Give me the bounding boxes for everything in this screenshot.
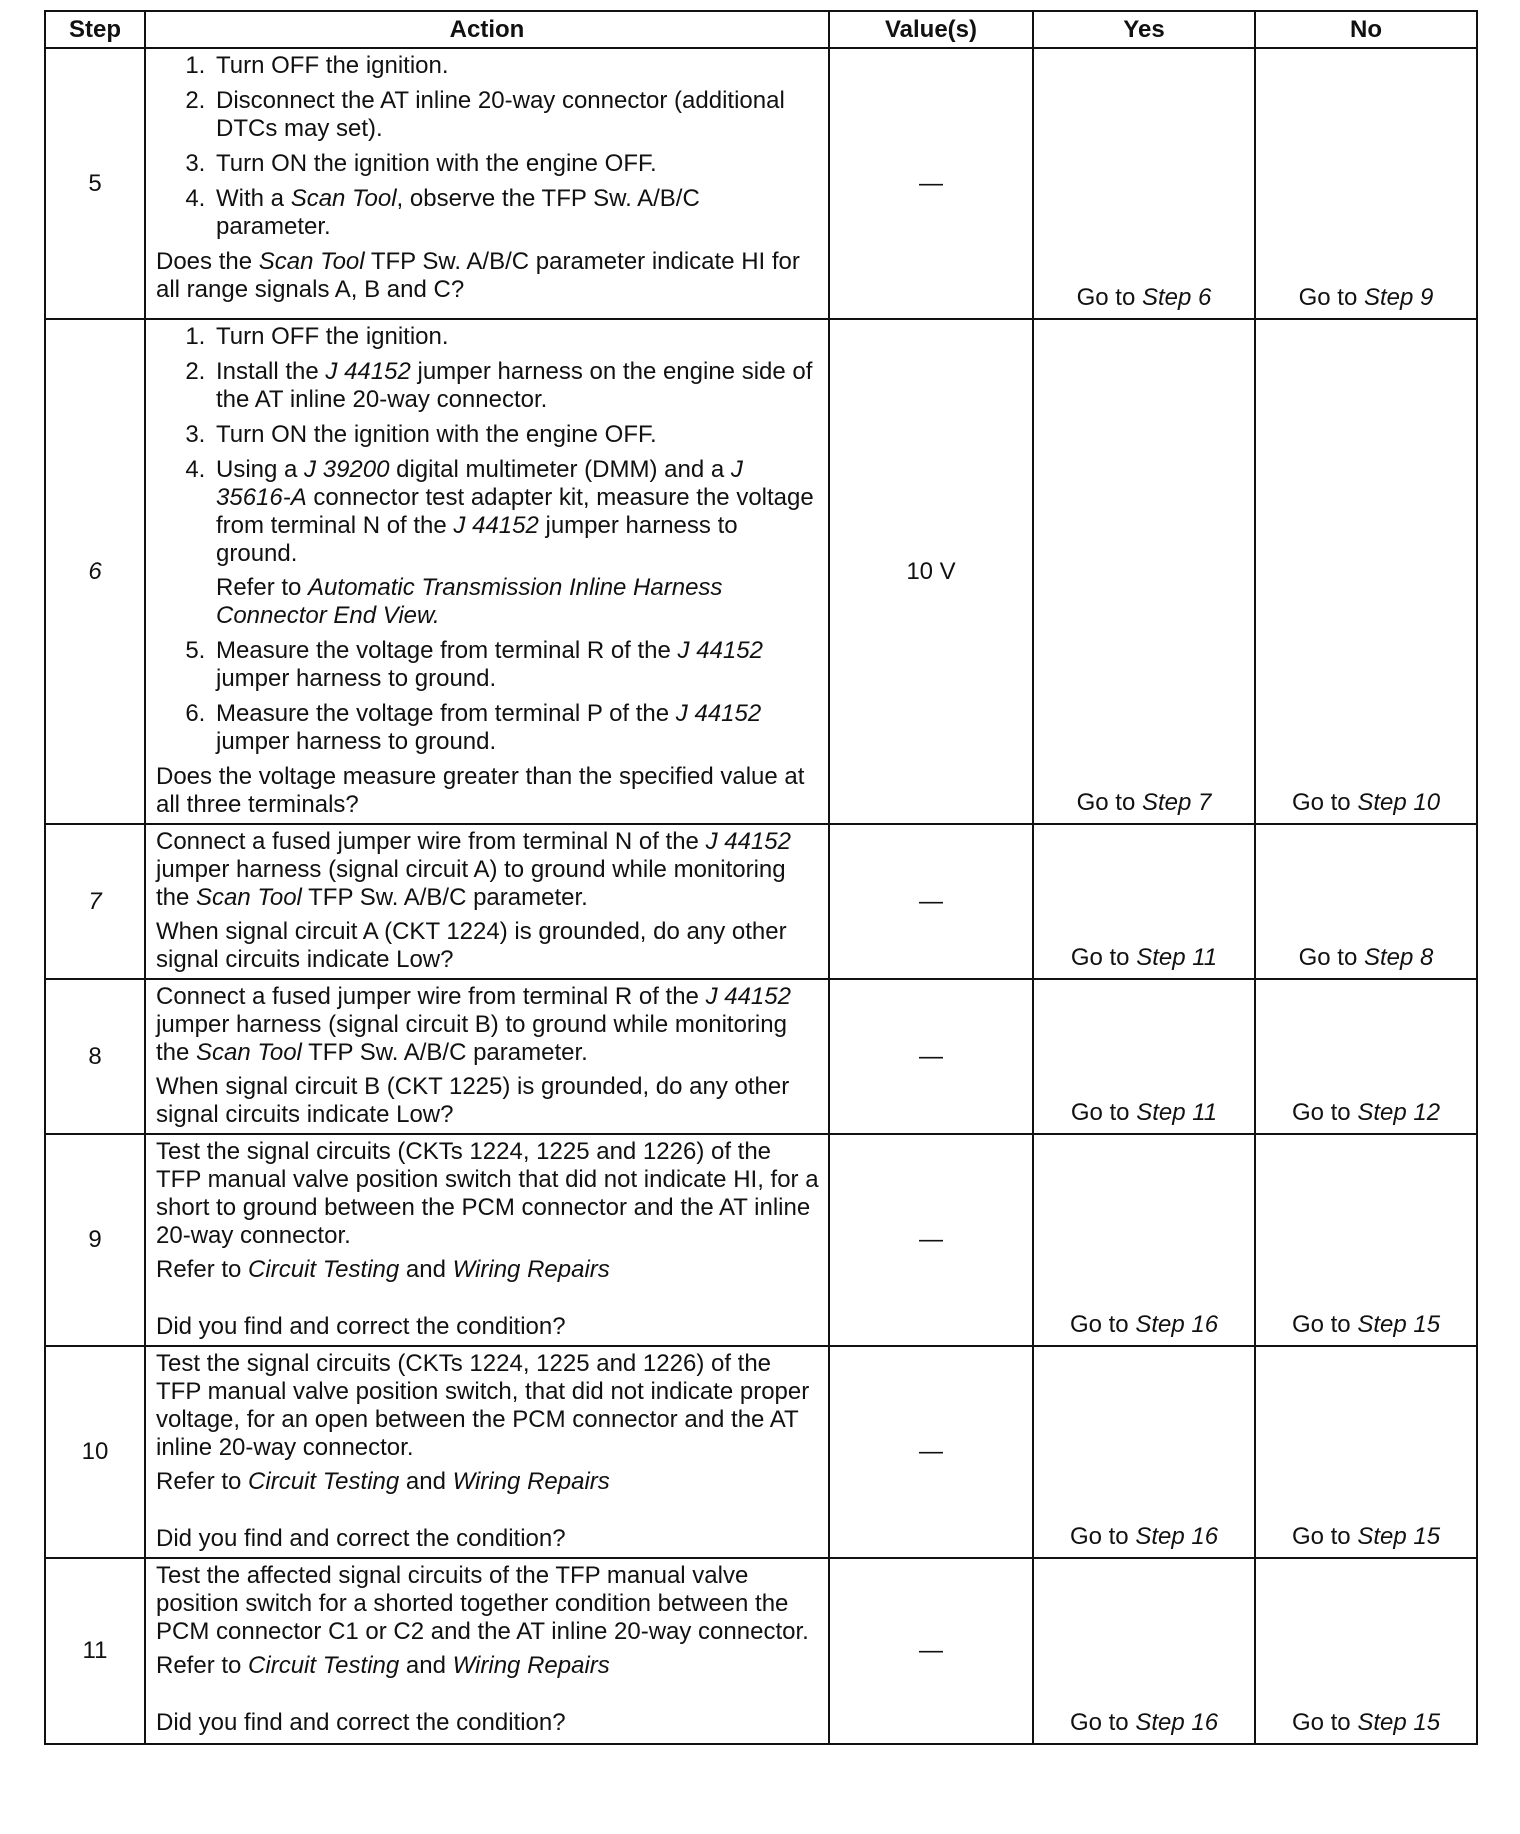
action-question: When signal circuit A (CKT 1224) is grounded, do any other signal circuits indicate Low? [156, 918, 787, 973]
header-yes: Yes [1033, 11, 1255, 48]
action-steps-list [156, 323, 820, 756]
header-step: Step [45, 11, 145, 48]
action-step: 4. Using a J 39200 digital multimeter (DMM) and a J 35616-A connector test adapter kit, measure the voltage from terminal N of the J 44152 jumper harness to ground. Refer to Automatic Transmission Inline Harness Connector End View. [212, 456, 820, 630]
yes-result: Go to Step 11 [1033, 979, 1255, 1134]
spacer [156, 1290, 820, 1310]
action-question: Does the voltage measure greater than the specified value at all three terminals? [156, 763, 805, 818]
action-question: Did you find and correct the condition? [156, 1709, 566, 1736]
table-row [45, 979, 1477, 1134]
step-cell: 5 [45, 48, 145, 319]
action-step: 5. Measure the voltage from terminal R of the J 44152 jumper harness to ground. [212, 637, 820, 693]
action-question: Does the Scan Tool TFP Sw. A/B/C parameter indicate HI for all range signals A, B and C? [156, 248, 800, 303]
step-cell: 11 [45, 1558, 145, 1744]
table-row [45, 319, 1477, 824]
step-cell: 7 [45, 824, 145, 979]
action-text: Test the signal circuits (CKTs 1224, 1225 and 1226) of the TFP manual valve position switch that did not indicate HI, for a short to ground between the PCM connector and the AT inline 20-way connector. [156, 1138, 819, 1249]
refer-note: Refer to Automatic Transmission Inline Harness Connector End View. [216, 574, 723, 629]
action-cell [145, 1134, 829, 1346]
table-row [45, 48, 1477, 319]
value-cell: — [829, 48, 1033, 319]
yes-result: Go to Step 16 [1033, 1558, 1255, 1744]
action-question: Did you find and correct the condition? [156, 1525, 566, 1552]
action-cell [145, 319, 829, 824]
value-cell: — [829, 1134, 1033, 1346]
table-row [45, 1134, 1477, 1346]
action-step: 3. Turn ON the ignition with the engine OFF. [212, 421, 820, 449]
no-result: Go to Step 9 [1255, 48, 1477, 319]
yes-result: Go to Step 11 [1033, 824, 1255, 979]
header-action: Action [145, 11, 829, 48]
yes-result: Go to Step 7 [1033, 319, 1255, 824]
table-row [45, 1346, 1477, 1558]
step-cell: 8 [45, 979, 145, 1134]
yes-result: Go to Step 16 [1033, 1346, 1255, 1558]
step-cell: 6 [45, 319, 145, 824]
no-result: Go to Step 10 [1255, 319, 1477, 824]
action-step: 4. With a Scan Tool, observe the TFP Sw. A/B/C parameter. [212, 185, 820, 241]
action-text: Test the affected signal circuits of the TFP manual valve position switch for a shorted together condition between the PCM connector C1 or C2 and the AT inline 20-way connector. [156, 1562, 809, 1645]
header-no: No [1255, 11, 1477, 48]
action-cell [145, 1346, 829, 1558]
table-row [45, 824, 1477, 979]
no-result: Go to Step 15 [1255, 1346, 1477, 1558]
action-text: Connect a fused jumper wire from terminal N of the J 44152 jumper harness (signal circuit A) to ground while monitoring the Scan Tool TFP Sw. A/B/C parameter. [156, 828, 791, 911]
action-question: When signal circuit B (CKT 1225) is grounded, do any other signal circuits indicate Low? [156, 1073, 790, 1128]
yes-result: Go to Step 16 [1033, 1134, 1255, 1346]
action-step: 6. Measure the voltage from terminal P of the J 44152 jumper harness to ground. [212, 700, 820, 756]
action-cell [145, 824, 829, 979]
refer-note: Refer to Circuit Testing and Wiring Repairs [156, 1256, 610, 1283]
no-result: Go to Step 15 [1255, 1134, 1477, 1346]
value-cell: — [829, 824, 1033, 979]
action-step: 2. Install the J 44152 jumper harness on the engine side of the AT inline 20-way connector. [212, 358, 820, 414]
diagnostic-table [44, 10, 1478, 1745]
step-cell: 10 [45, 1346, 145, 1558]
table-row [45, 1558, 1477, 1744]
value-cell: — [829, 1346, 1033, 1558]
refer-note: Refer to Circuit Testing and Wiring Repairs [156, 1652, 610, 1679]
spacer [156, 1502, 820, 1522]
spacer [156, 1686, 820, 1706]
value-cell: 10 V [829, 319, 1033, 824]
action-steps-list [156, 52, 820, 241]
no-result: Go to Step 12 [1255, 979, 1477, 1134]
header-values: Value(s) [829, 11, 1033, 48]
action-text: Connect a fused jumper wire from terminal R of the J 44152 jumper harness (signal circuit B) to ground while monitoring the Scan Tool TFP Sw. A/B/C parameter. [156, 983, 791, 1066]
action-question: Did you find and correct the condition? [156, 1313, 566, 1340]
action-step: 1. Turn OFF the ignition. [212, 52, 820, 80]
no-result: Go to Step 15 [1255, 1558, 1477, 1744]
yes-result: Go to Step 6 [1033, 48, 1255, 319]
action-cell [145, 48, 829, 319]
value-cell: — [829, 1558, 1033, 1744]
header-row [45, 11, 1477, 48]
action-cell [145, 1558, 829, 1744]
no-result: Go to Step 8 [1255, 824, 1477, 979]
step-cell: 9 [45, 1134, 145, 1346]
action-text: Test the signal circuits (CKTs 1224, 1225 and 1226) of the TFP manual valve position switch, that did not indicate proper voltage, for an open between the PCM connector and the AT inline 20-way connector. [156, 1350, 810, 1461]
action-cell [145, 979, 829, 1134]
action-step: 3. Turn ON the ignition with the engine OFF. [212, 150, 820, 178]
value-cell: — [829, 979, 1033, 1134]
refer-note: Refer to Circuit Testing and Wiring Repairs [156, 1468, 610, 1495]
action-step: 2. Disconnect the AT inline 20-way connector (additional DTCs may set). [212, 87, 820, 143]
action-step: 1. Turn OFF the ignition. [212, 323, 820, 351]
table-body [45, 48, 1477, 1744]
